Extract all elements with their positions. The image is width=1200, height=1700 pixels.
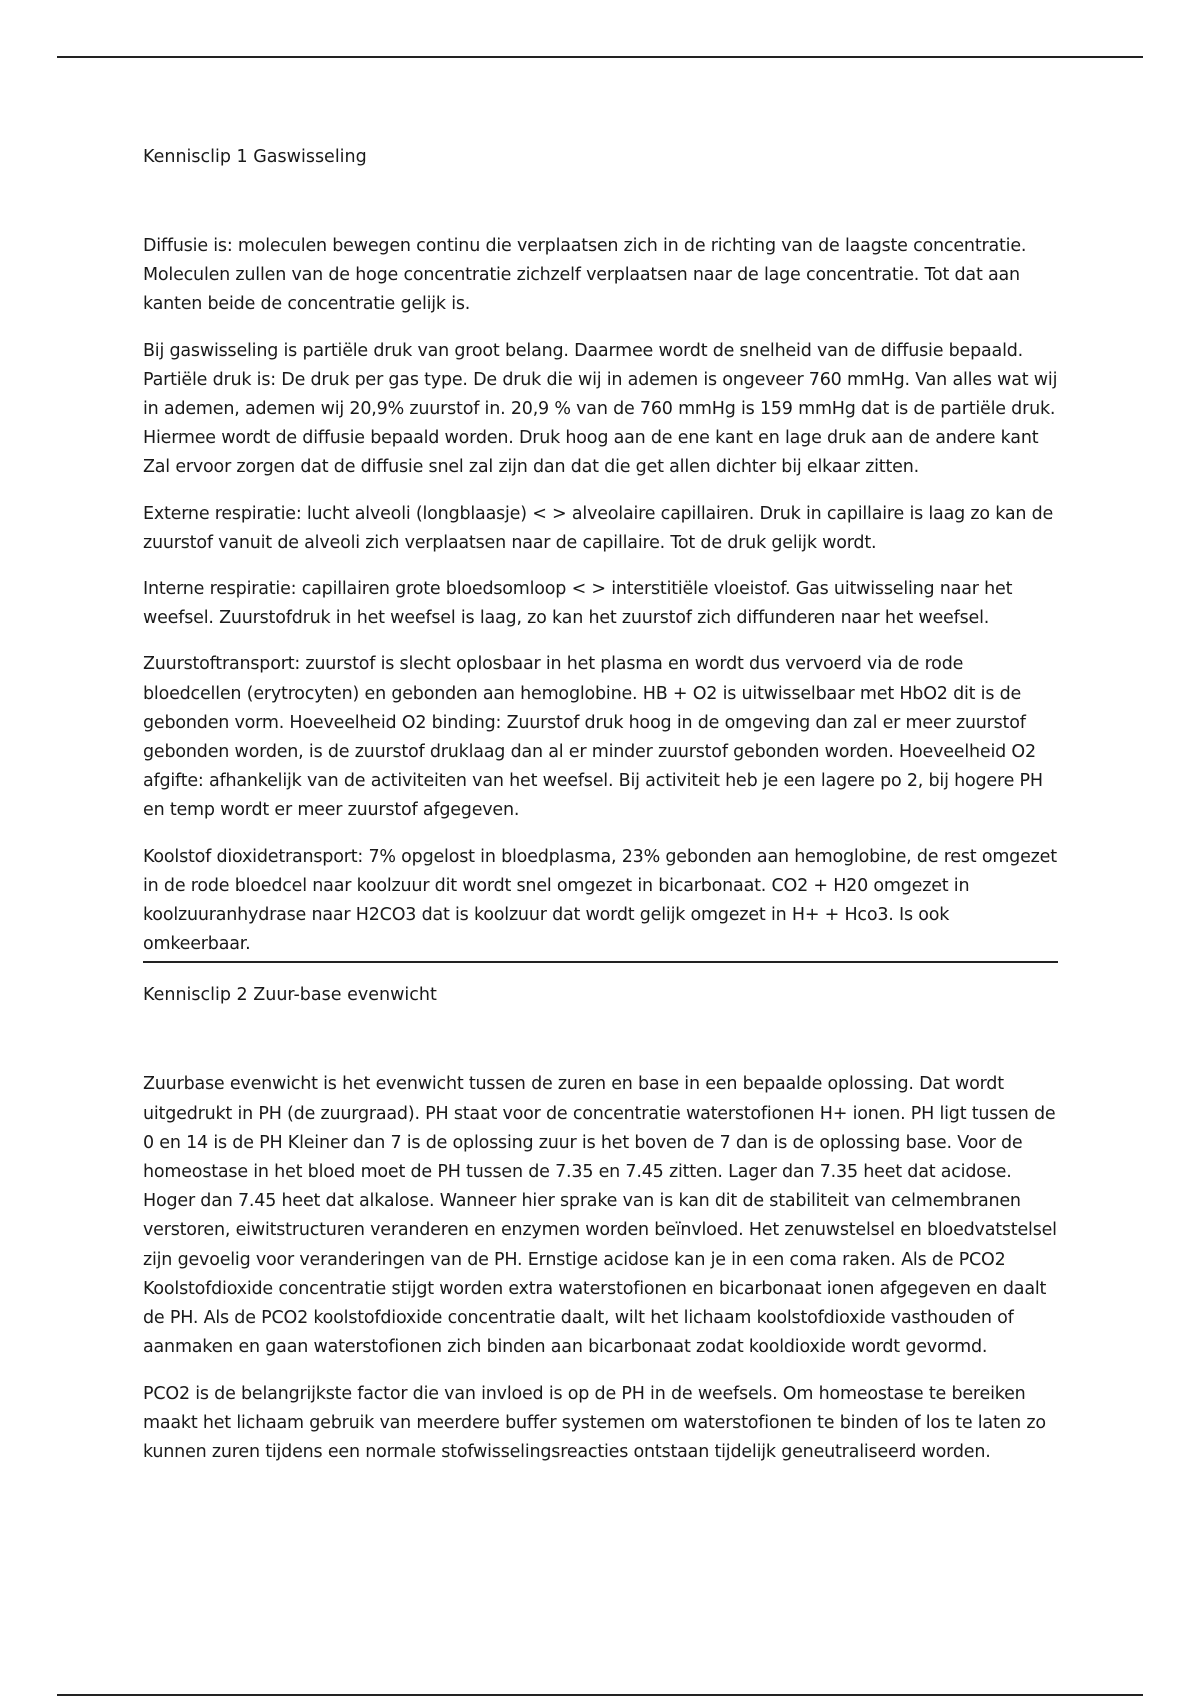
paragraph-externe-respiratie: Externe respiratie: lucht alveoli (longblaasje) < > alveolaire capillairen. Druk in capillaire is laag zo kan de zuurstof vanuit de alveoli zich verplaatsen naar de capillaire. Tot de druk gelijk wordt. xyxy=(143,503,1054,553)
section-zuur-base xyxy=(143,981,1058,1467)
paragraph-partiele-druk: Bij gaswisseling is partiële druk van groot belang. Daarmee wordt de snelheid van de diffusie bepaald. Partiële druk is: De druk per gas type. De druk die wij in ademen is ongeveer 760 mmHg. Van alles wat wij in ademen, ademen wij 20,9% zuurstof in. 20,9 % van de 760 mmHg is 159 mmHg dat is de partiële druk. Hiermee wordt de diffusie bepaald worden. Druk hoog aan de ene kant en lage druk aan de andere kant Zal ervoor zorgen dat de diffusie snel zal zijn dan dat die get allen dichter bij elkaar zitten. xyxy=(143,340,1058,478)
section-gaswisseling xyxy=(143,143,1058,959)
section-heading: Kennisclip 2 Zuur-base evenwicht xyxy=(143,985,437,1006)
paragraph-zuurbase-evenwicht: Zuurbase evenwicht is het evenwicht tussen de zuren en base in een bepaalde oplossing. Dat wordt uitgedrukt in PH (de zuurgraad). PH staat voor de concentratie waterstofionen H+ ionen. PH ligt tussen de 0 en 14 is de PH Kleiner dan 7 is de oplossing zuur is het boven de 7 dan is de oplossing base. Voor de homeostase in het bloed moet de PH tussen de 7.35 en 7.45 zitten. Lager dan 7.35 heet dat acidose. Hoger dan 7.45 heet dat alkalose. Wanneer hier sprake van is kan dit de stabiliteit van celmembranen verstoren, eiwitstructuren veranderen en enzymen worden beïnvloed. Het zenuwstelsel en bloedvatstelsel zijn gevoelig voor veranderingen van de PH. Ernstige acidose kan je in een coma raken. Als de PCO2 Koolstofdioxide concentratie stijgt worden extra waterstofionen en bicarbonaat ionen afgegeven en daalt de PH. Als de PCO2 koolstofdioxide concentratie daalt, wilt het lichaam koolstofdioxide vasthouden of aanmaken en gaan waterstofionen zich binden aan bicarbonaat zodat kooldioxide wordt gevormd. xyxy=(143,1074,1057,1358)
paragraph-interne-respiratie: Interne respiratie: capillairen grote bloedsomloop < > interstitiële vloeistof. Gas uitwisseling naar het weefsel. Zuurstofdruk in het weefsel is laag, zo kan het zuurstof zich diffunderen naar het weefsel. xyxy=(143,579,1013,629)
paragraph-koolstofdioxidetransport: Koolstof dioxidetransport: 7% opgelost in bloedplasma, 23% gebonden aan hemoglobine, de rest omgezet in de rode bloedcel naar koolzuur dit wordt snel omgezet in bicarbonaat. CO2 + H20 omgezet in koolzuuranhydrase naar H2CO3 dat is koolzuur dat wordt gelijk omgezet in H+ + Hco3. Is ook omkeerbaar. xyxy=(143,846,1057,955)
page-top-rule xyxy=(57,56,1143,58)
page-bottom-rule xyxy=(57,1694,1143,1696)
paragraph-diffusie: Diffusie is: moleculen bewegen continu die verplaatsen zich in de richting van de laagste concentratie. Moleculen zullen van de hoge concentratie zichzelf verplaatsen naar de lage concentratie. Tot dat aan kanten beide de concentratie gelijk is. xyxy=(143,236,1027,315)
document-body xyxy=(143,143,1058,1484)
section-heading: Kennisclip 1 Gaswisseling xyxy=(143,147,367,167)
paragraph-zuurstoftransport: Zuurstoftransport: zuurstof is slecht oplosbaar in het plasma en wordt dus vervoerd via de rode bloedcellen (erytrocyten) en gebonden aan hemoglobine. HB + O2 is uitwisselbaar met HbO2 dit is de gebonden vorm. Hoeveelheid O2 binding: Zuurstof druk hoog in de omgeving dan zal er meer zuurstof gebonden worden, is de zuurstof druklaag dan al er minder zuurstof gebonden worden. Hoeveelheid O2 afgifte: afhankelijk van de activiteiten van het weefsel. Bij activiteit heb je een lagere po 2, bij hogere PH en temp wordt er meer zuurstof afgegeven. xyxy=(143,654,1043,821)
section-divider xyxy=(143,961,1058,963)
paragraph-pco2: PCO2 is de belangrijkste factor die van invloed is op de PH in de weefsels. Om homeostase te bereiken maakt het lichaam gebruik van meerdere buffer systemen om waterstofionen te binden of los te laten zo kunnen zuren tijdens een normale stofwisselingsreacties ontstaan tijdelijk geneutraliseerd worden. xyxy=(143,1383,1046,1462)
